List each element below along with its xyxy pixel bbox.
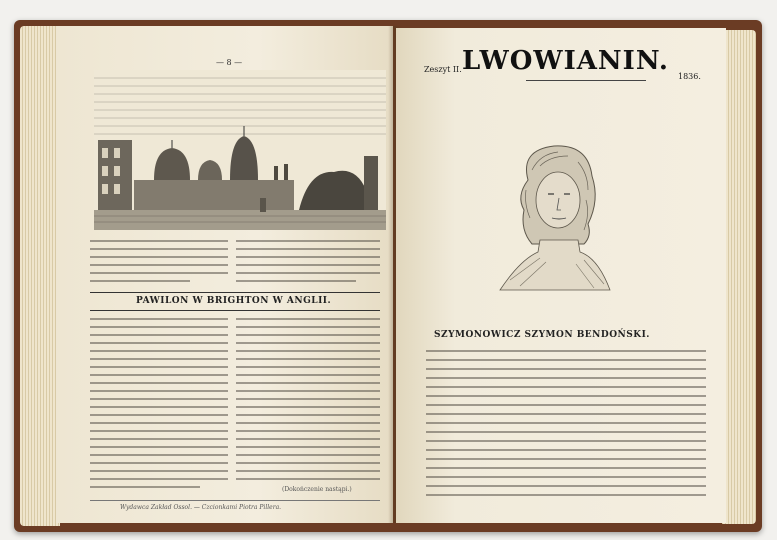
page-edges-right [722, 30, 756, 524]
continuation-note: (Dokończenie nastąpi.) [282, 486, 352, 493]
brighton-pavilion-engraving [94, 70, 386, 230]
page-edges-left [20, 26, 60, 526]
page-number: — 8 — [216, 58, 243, 67]
publisher-footer: Wydawca Zakład Ossol. — Czcionkami Piotra Pillera. [120, 504, 282, 511]
biography-heading: SZYMONOWICZ SZYMON BENDOŃSKI. [434, 330, 650, 340]
year-label: 1836. [678, 72, 701, 81]
issue-label: Zeszyt II. [424, 65, 462, 74]
right-page [396, 28, 726, 523]
article-heading: PAWILON W BRIGHTON W ANGLII. [136, 296, 332, 306]
left-page [56, 26, 393, 523]
masthead-title: LWOWIANIN. [462, 46, 669, 76]
portrait-engraving [480, 140, 630, 300]
